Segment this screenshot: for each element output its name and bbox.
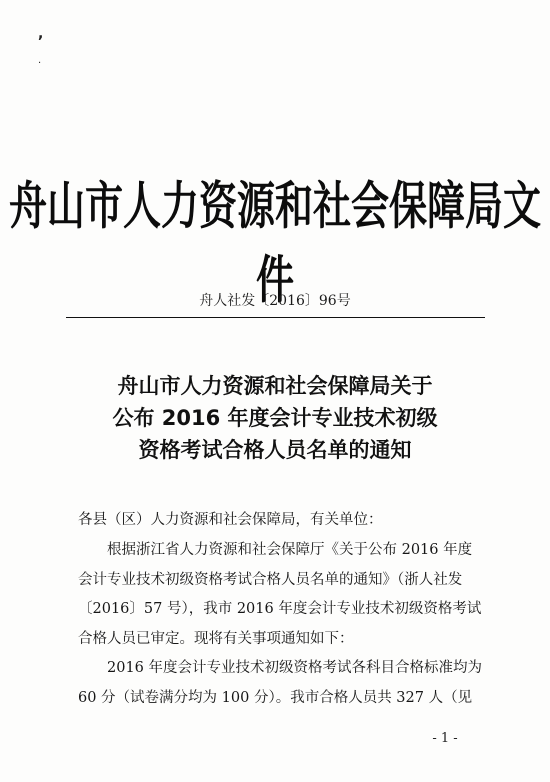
notice-title-line-3: 资格考试合格人员名单的通知 bbox=[138, 438, 412, 462]
salutation: 各县（区）人力资源和社会保障局，有关单位： bbox=[78, 512, 383, 528]
notice-title-line-1: 舟山市人力资源和社会保障局关于 bbox=[117, 374, 433, 398]
document-number: 舟人社发〔2016〕96号 bbox=[199, 293, 351, 309]
scan-dot: · bbox=[38, 58, 42, 69]
scan-mark: , bbox=[38, 26, 44, 42]
page-number: - 1 - bbox=[432, 731, 458, 746]
body-paragraph-1: 根据浙江省人力资源和社会保障厅《关于公布 2016 年度会计专业技术初级资格考试合格人员名单的通知》（浙人社发〔2016〕57 号），我市 2016 年度会计专业技术初级资格考试合格人员已审定。现将有关事项通知如下： bbox=[78, 542, 482, 647]
notice-title bbox=[0, 370, 550, 466]
header-divider bbox=[66, 317, 485, 318]
body-paragraph-2: 2016 年度会计专业技术初级资格考试各科目合格标准均为 60 分（试卷满分均为 100 分）。我市合格人员共 327 人（见 bbox=[78, 660, 483, 706]
notice-title-line-2: 公布 2016 年度会计专业技术初级 bbox=[112, 406, 438, 430]
letterhead-title: 舟山市人力资源和社会保障局文件 bbox=[8, 176, 541, 310]
